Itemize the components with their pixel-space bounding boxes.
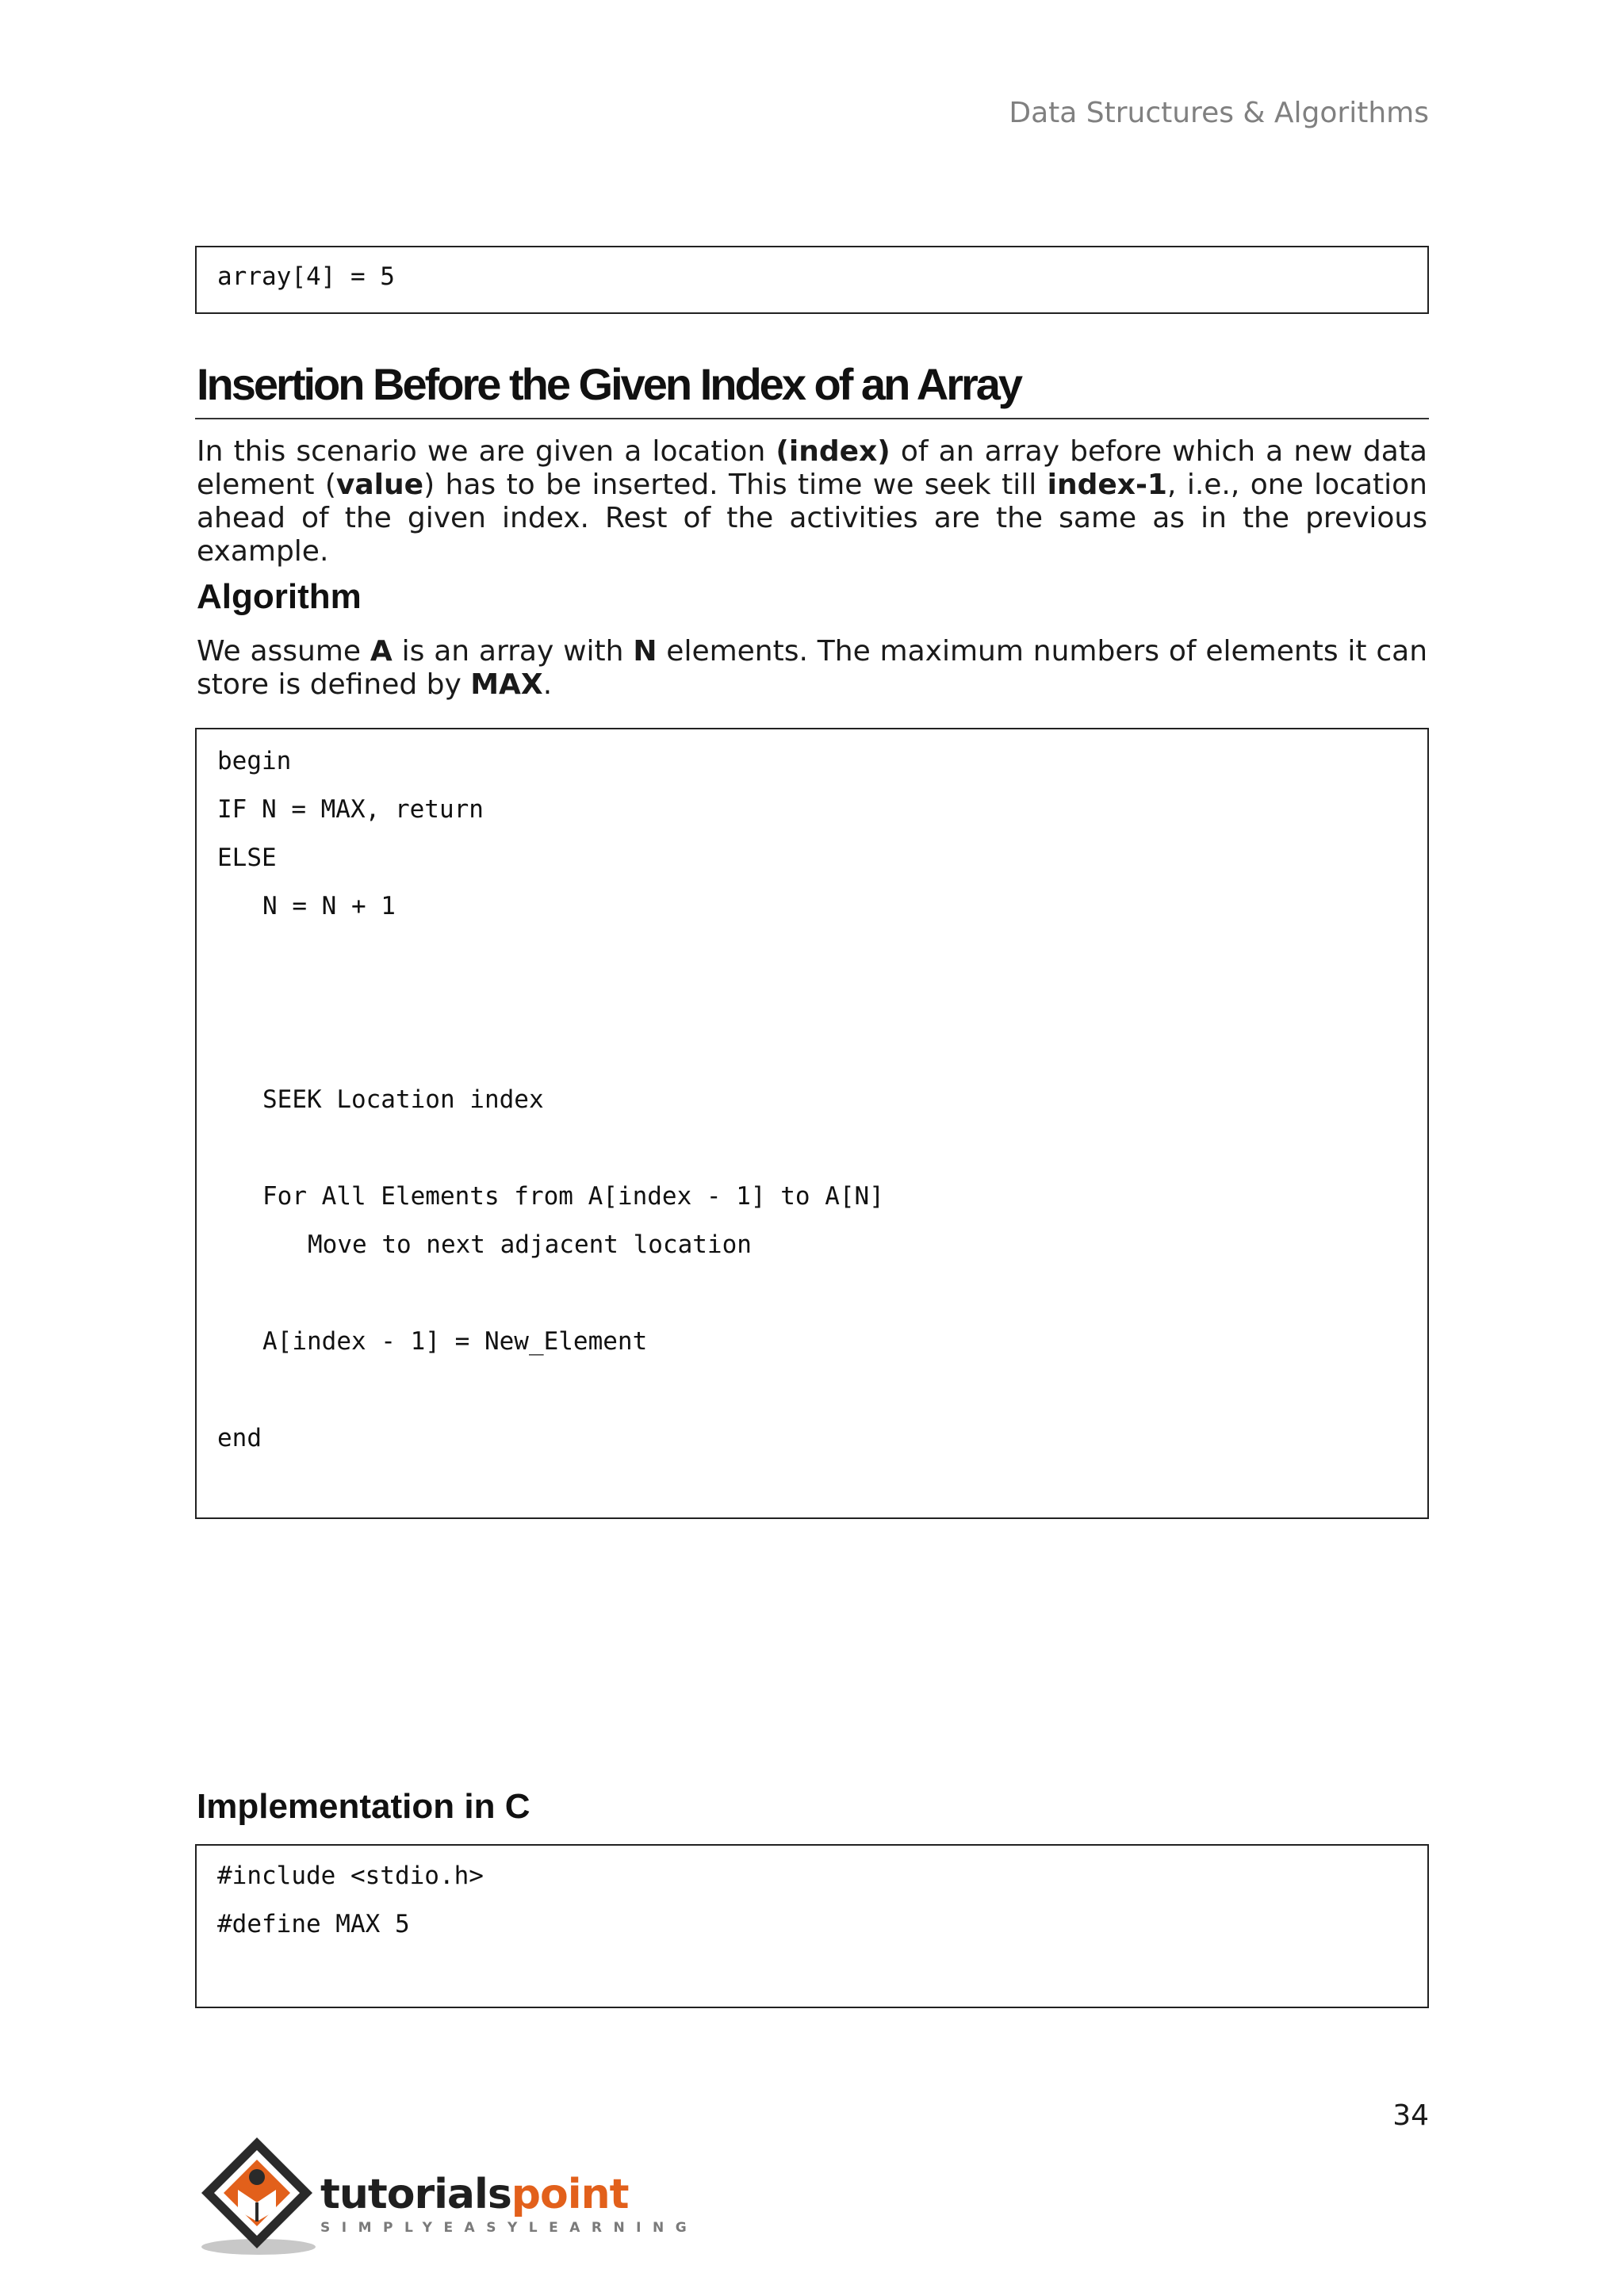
code-line: #define MAX 5 xyxy=(217,1910,410,1938)
code-line: ELSE xyxy=(217,844,277,872)
page-number: 34 xyxy=(1392,2099,1429,2132)
logo-wordmark: tutorialspoint xyxy=(320,2171,629,2218)
code-line: Move to next adjacent location xyxy=(308,1230,752,1259)
algorithm-desc-line-2: store is defined by MAX. xyxy=(197,668,553,701)
algorithm-desc-line-1: We assume A is an array with N elements. The maximum numbers of elements it can xyxy=(197,635,1428,668)
code-line: SEEK Location index xyxy=(262,1085,544,1114)
code-line: A[index - 1] = New_Element xyxy=(262,1327,648,1356)
code-line: For All Elements from A[index - 1] to A[N] xyxy=(262,1182,884,1211)
code-block-array-assign xyxy=(195,246,1429,314)
running-header: Data Structures & Algorithms xyxy=(1009,97,1429,129)
tutorialspoint-logo xyxy=(193,2131,699,2258)
intro-line-2: element (value) has to be inserted. This time we seek till index-1, i.e., one location xyxy=(197,469,1427,501)
title-underline xyxy=(195,418,1429,419)
algorithm-description xyxy=(197,635,1427,702)
code-line: begin xyxy=(217,747,292,775)
algorithm-heading: Algorithm xyxy=(197,577,362,616)
code-line: #include <stdio.h> xyxy=(217,1862,484,1890)
intro-paragraph xyxy=(197,435,1427,568)
logo-emblem-icon xyxy=(193,2131,320,2258)
intro-line-3: ahead of the given index. Rest of the activities are the same as in the previous example. xyxy=(197,502,1427,568)
code-block-algorithm xyxy=(195,728,1429,1519)
intro-line-1: In this scenario we are given a location (index) of an array before which a new data xyxy=(197,435,1427,468)
logo-tagline: SIMPLYEASYLEARNING xyxy=(320,2220,699,2236)
code-line: IF N = MAX, return xyxy=(217,795,484,824)
code-line: array[4] = 5 xyxy=(217,262,395,291)
code-block-implementation xyxy=(195,1844,1429,2008)
section-title: Insertion Before the Given Index of an Array xyxy=(197,359,1021,409)
code-line: N = N + 1 xyxy=(262,892,396,920)
implementation-heading: Implementation in C xyxy=(197,1787,530,1826)
code-line: end xyxy=(217,1424,262,1452)
